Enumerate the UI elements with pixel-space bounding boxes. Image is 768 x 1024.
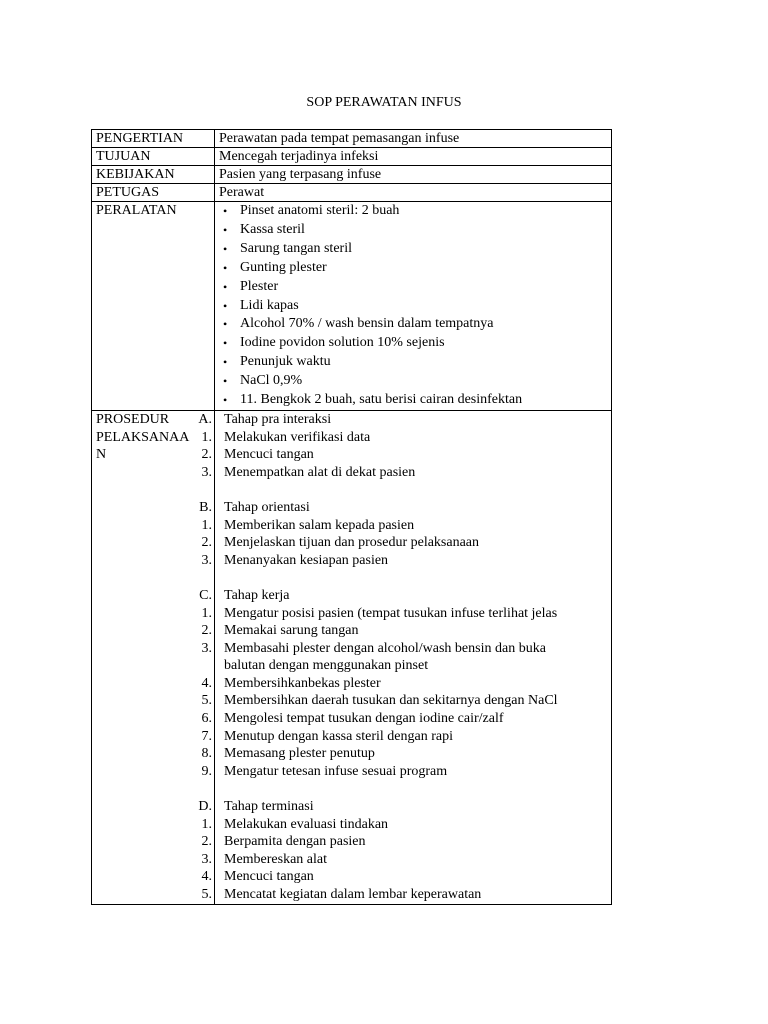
section-heading [198, 411, 607, 429]
section-heading [198, 798, 607, 816]
peralatan-item [219, 221, 607, 240]
step-text: Mencuci tangan [224, 869, 314, 885]
step-number: 2. [201, 535, 212, 551]
step-text: Menanyakan kesiapan pasien [224, 552, 389, 568]
row-label-peralatan: PERALATAN [92, 202, 215, 411]
step-number: 1. [201, 816, 212, 832]
procedure-step [201, 816, 607, 834]
step-number: B. [199, 499, 212, 515]
prosedur-steps-cell [198, 410, 612, 904]
row-value-kebijakan: Pasien yang terpasang infuse [215, 166, 612, 184]
step-text: Menempatkan alat di dekat pasien [224, 464, 416, 480]
procedure-step [215, 657, 607, 675]
peralatan-list-cell [215, 202, 612, 411]
step-text: Mengolesi tempat tusukan dengan iodine cair/zalf [224, 711, 504, 727]
bullet-icon: • [223, 374, 228, 389]
step-text: Membersihkan daerah tusukan dan sekitarnya dengan NaCl [224, 693, 558, 709]
procedure-step [201, 552, 607, 570]
bullet-icon: • [223, 260, 228, 275]
step-text: Berpamita dengan pasien [224, 834, 366, 850]
procedure-step [201, 710, 607, 728]
step-text: Menutup dengan kassa steril dengan rapi [224, 728, 453, 744]
peralatan-item [219, 202, 607, 221]
procedure-step [201, 886, 607, 904]
step-number: 1. [201, 517, 212, 533]
step-text: Tahap kerja [224, 587, 290, 603]
row-label-prosedur [92, 410, 215, 904]
bullet-icon: • [223, 222, 228, 237]
peralatan-item-text: Kassa steril [240, 221, 305, 237]
step-text: Tahap orientasi [224, 499, 310, 515]
peralatan-item-text: 11. Bengkok 2 buah, satu berisi cairan desinfektan [240, 392, 523, 408]
step-number: 4. [201, 869, 212, 885]
step-text: Memberikan salam kepada pasien [224, 517, 415, 533]
table-row [92, 410, 612, 904]
peralatan-item [219, 372, 607, 391]
section-heading [199, 587, 607, 605]
section-gap [215, 569, 607, 587]
row-label-tujuan: TUJUAN [92, 148, 215, 166]
peralatan-item [219, 297, 607, 316]
section-heading [199, 499, 607, 517]
peralatan-item-text: Lidi kapas [240, 297, 299, 313]
bullet-icon: • [223, 336, 228, 351]
step-number: 9. [201, 763, 212, 779]
peralatan-item [219, 334, 607, 353]
row-value-pengertian: Perawatan pada tempat pemasangan infuse [215, 130, 612, 148]
step-text: Membasahi plester dengan alcohol/wash bensin dan buka [224, 640, 546, 656]
section-gap [215, 780, 607, 798]
step-text: Melakukan verifikasi data [224, 429, 371, 445]
step-number: 8. [201, 746, 212, 762]
peralatan-item [219, 391, 607, 410]
procedure-step [201, 851, 607, 869]
peralatan-item [219, 278, 607, 297]
table-row [92, 202, 612, 411]
bullet-icon: • [223, 298, 228, 313]
step-text: Mencuci tangan [224, 447, 314, 463]
row-label-kebijakan: KEBIJAKAN [92, 166, 215, 184]
bullet-icon: • [223, 317, 228, 332]
bullet-icon: • [223, 241, 228, 256]
step-text: Mengatur posisi pasien (tempat tusukan infuse terlihat jelas [224, 605, 558, 621]
step-number: 6. [201, 711, 212, 727]
peralatan-item-text: Gunting plester [240, 259, 327, 275]
procedure-step [201, 675, 607, 693]
peralatan-item-text: Pinset anatomi steril: 2 buah [240, 203, 400, 218]
peralatan-item-text: Plester [240, 278, 279, 294]
step-number: 3. [201, 464, 212, 480]
prosedur-label-line3: N [96, 447, 107, 463]
prosedur-label-line2: PELAKSANAA [96, 429, 190, 445]
step-number: 3. [201, 851, 212, 867]
step-text: Membersihkanbekas plester [224, 675, 381, 691]
procedure-step [201, 833, 607, 851]
section-gap [215, 481, 607, 499]
document-title: SOP PERAWATAN INFUS [306, 95, 462, 110]
peralatan-item [219, 259, 607, 278]
step-text: Menjelaskan tijuan dan prosedur pelaksanaan [224, 535, 480, 551]
procedure-step [201, 868, 607, 886]
step-text: Memasang plester penutup [224, 746, 375, 762]
table-row [92, 148, 612, 166]
row-label-pengertian: PENGERTIAN [92, 130, 215, 148]
step-number: C. [199, 587, 212, 603]
peralatan-item-text: Penunjuk waktu [240, 354, 331, 370]
peralatan-item-text: Sarung tangan steril [240, 240, 352, 256]
step-text: Tahap pra interaksi [224, 411, 332, 427]
peralatan-item-text: Alcohol 70% / wash bensin dalam tempatnya [240, 316, 494, 332]
procedure-step [201, 745, 607, 763]
prosedur-steps [198, 411, 607, 904]
bullet-icon: • [223, 393, 228, 408]
step-number: 1. [201, 429, 212, 445]
row-value-petugas: Perawat [215, 184, 612, 202]
procedure-step [201, 728, 607, 746]
row-value-tujuan: Mencegah terjadinya infeksi [215, 148, 612, 166]
peralatan-item [219, 240, 607, 259]
step-text: Tahap terminasi [224, 799, 314, 815]
procedure-step [201, 534, 607, 552]
procedure-step [201, 464, 607, 482]
bullet-icon: • [223, 204, 228, 218]
step-number: 2. [201, 623, 212, 639]
step-number: 7. [201, 728, 212, 744]
peralatan-list [219, 202, 607, 410]
row-label-petugas: PETUGAS [92, 184, 215, 202]
procedure-step [201, 622, 607, 640]
sop-table [91, 129, 612, 905]
bullet-icon: • [223, 355, 228, 370]
step-text: Mencatat kegiatan dalam lembar keperawatan [224, 887, 482, 902]
procedure-step [201, 763, 607, 781]
peralatan-item-text: Iodine povidon solution 10% sejenis [240, 335, 445, 351]
step-text: Melakukan evaluasi tindakan [224, 816, 389, 832]
procedure-step [201, 640, 607, 658]
procedure-step [201, 605, 607, 623]
step-number: 3. [201, 640, 212, 656]
step-text: balutan dengan menggunakan pinset [224, 658, 429, 674]
peralatan-item [219, 353, 607, 372]
procedure-step [201, 446, 607, 464]
step-number: 2. [201, 447, 212, 463]
bullet-icon: • [223, 279, 228, 294]
table-row [92, 130, 612, 148]
step-number: 5. [201, 887, 212, 902]
step-number: D. [198, 799, 212, 815]
step-number: 3. [201, 552, 212, 568]
peralatan-item-text: NaCl 0,9% [240, 373, 303, 389]
procedure-step [201, 692, 607, 710]
table-row [92, 184, 612, 202]
step-text: Membereskan alat [224, 851, 328, 867]
step-number: 4. [201, 675, 212, 691]
step-text: Mengatur tetesan infuse sesuai program [224, 763, 448, 779]
step-text: Memakai sarung tangan [224, 623, 359, 639]
step-number: 5. [201, 693, 212, 709]
step-number: A. [198, 411, 212, 427]
procedure-step [201, 429, 607, 447]
table-row [92, 166, 612, 184]
step-number: 2. [201, 834, 212, 850]
peralatan-item [219, 315, 607, 334]
step-number: 1. [201, 605, 212, 621]
prosedur-label-line1: PROSEDUR [96, 411, 170, 427]
procedure-step [201, 517, 607, 535]
